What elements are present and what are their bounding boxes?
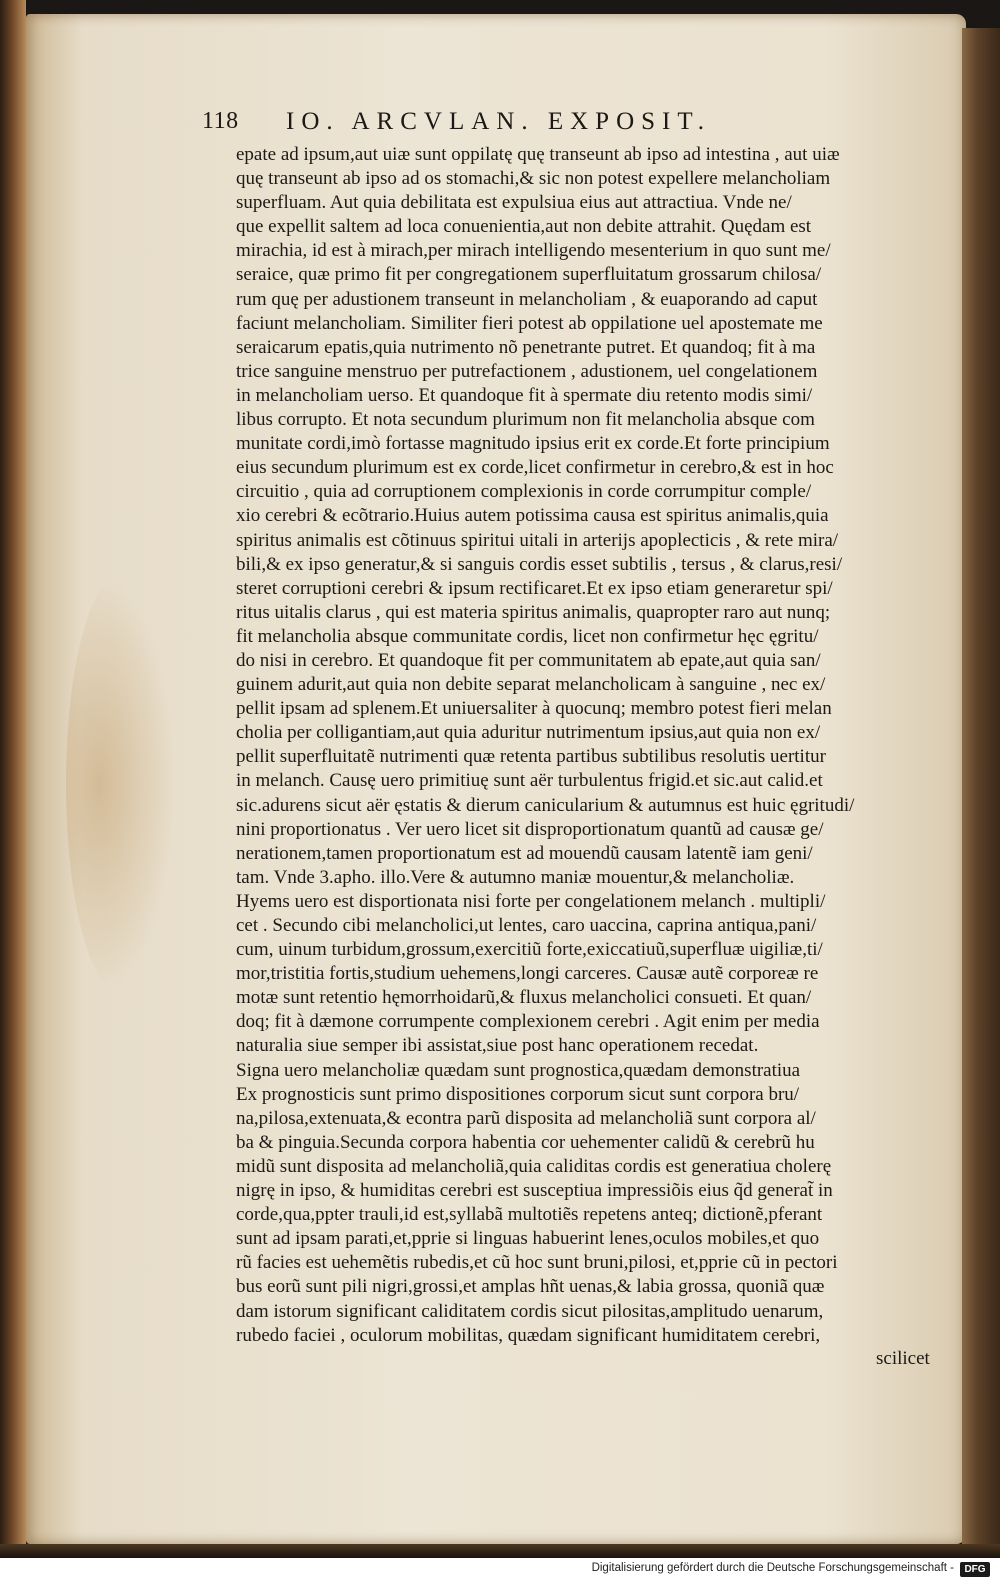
- text-line: sunt ad ipsam parati,et,pprie si linguas habuerint lenes,oculos mobiles,et quo: [236, 1228, 820, 1250]
- text-line: libus corrupto. Et nota secundum plurimum non fit melancholia absque com: [236, 409, 815, 431]
- book-fore-edge: [962, 28, 1000, 1548]
- text-line: corde,qua,ppter trauli,id est,syllabã multotiẽs repetens anteq; dictionẽ,pferant: [236, 1204, 823, 1226]
- body-text: [236, 143, 940, 1348]
- text-line: circuitio , quia ad corruptionem complexionis in corde corrumpitur comple/: [236, 481, 812, 503]
- text-line: ritus uitalis clarus , qui est materia spiritus animalis, quapropter raro aut nunq;: [236, 601, 831, 623]
- text-line: xio cerebri & ecõtrario.Huius autem potissima causa est spiritus animalis,quia: [236, 505, 829, 527]
- text-line: nini proportionatus . Ver uero licet sit disproportionatum quantũ ad causæ ge/: [236, 818, 824, 840]
- text-line: doq; fit à dæmone corrumpente complexionem cerebri . Agit enim per media: [236, 1011, 820, 1033]
- text-line: bus eorũ sunt pili nigri,grossi,et amplas hñt uenas,& labia grossa, quoniã quæ: [236, 1276, 825, 1298]
- text-line: trice sanguine menstruo per putrefactionem , adustionem, uel congelationem: [236, 360, 818, 382]
- running-head: IO. ARCVLAN. EXPOSIT.: [286, 108, 712, 135]
- text-line: rũ facies est uehemẽtis rubedis,et cũ hoc sunt bruni,pilosi, et,pprie cũ in pectori: [236, 1252, 838, 1274]
- water-stain: [66, 574, 176, 994]
- text-line: guinem adurit,aut quia non debite separat melancholicam à sanguine , nec ex/: [236, 674, 826, 696]
- catchword: scilicet: [876, 1348, 930, 1369]
- text-line: cet . Secundo cibi melancholici,ut lentes, caro uaccina, caprina antiqua,pani/: [236, 915, 817, 936]
- text-line: do nisi in cerebro. Et quandoque fit per communitatem ab epate,aut quia san/: [236, 649, 821, 671]
- text-line: Signa uero melancholiæ quædam sunt prognostica,quædam demonstratiua: [236, 1059, 801, 1081]
- text-line: fit melancholia absque communitate cordis, licet non confirmetur hęc ęgritu/: [236, 625, 819, 647]
- text-line: steret corruptioni cerebri & ipsum rectificaret.Et ex ipso etiam generaretur spi/: [236, 577, 833, 599]
- text-line: faciunt melancholiam. Similiter fieri potest ab oppilatione uel apostemate me: [236, 312, 823, 334]
- text-line: rubedo faciei , oculorum mobilitas, quædam significant humiditatem cerebri,: [236, 1324, 821, 1346]
- text-line: epate ad ipsum,aut uiæ sunt oppilatę quę transeunt ab ipso ad intestina , aut uiæ: [236, 144, 840, 165]
- text-line: sic.adurens sicut aër ęstatis & dierum canicularium & autumnus est huic ęgritudi/: [236, 794, 855, 816]
- text-line: naturalia siue semper ibi assistat,siue post hanc operationem recedat.: [236, 1035, 759, 1057]
- book-spine-edge: [0, 0, 26, 1556]
- text-line: motæ sunt retentio hęmorrhoidarũ,& fluxus melancholici consueti. Et quan/: [236, 987, 812, 1009]
- text-line: seraicarum epatis,quia nutrimento nõ penetrante putret. Et quandoq; fit à ma: [236, 336, 816, 358]
- text-line: mirachia, id est à mirach,per mirach intelligendo mesenterium in quo sunt me/: [236, 240, 831, 262]
- page-number: 118: [202, 108, 239, 134]
- book-bottom-edge: [0, 1544, 1000, 1558]
- text-line: munitate cordi,imò fortasse magnitudo ipsius erit ex corde.Et forte principium: [236, 433, 830, 455]
- text-line: ba & pinguia.Secunda corpora habentia cor uehementer calidũ & cerebrũ hu: [236, 1131, 815, 1153]
- text-line: cum, uinum turbidum,grossum,exercitiũ forte,exiccatiuũ,superfluæ uigiliæ,ti/: [236, 939, 823, 961]
- text-line: pellit ipsam ad splenem.Et uniuersaliter à quocunq; membro potest fieri melan: [236, 698, 832, 720]
- text-line: cholia per colligantiam,aut quia aduritur nutrimentum ipsius,aut quia non ex/: [236, 722, 821, 744]
- text-line: nigrę in ipso, & humiditas cerebri est susceptiua impressiõis eius q̃d generat̃ in: [236, 1180, 833, 1202]
- text-line: bili,& ex ipso generatur,& si sanguis cordis esset subtilis , tersus , & clarus,resi/: [236, 553, 843, 575]
- text-line: tam. Vnde 3.apho. illo.Vere & autumno maniæ mouentur,& melancholiæ.: [236, 866, 795, 888]
- text-line: in melancholiam uerso. Et quandoque fit à spermate diu retento modis simi/: [236, 384, 813, 406]
- text-line: dam istorum significant caliditatem cordis sicut pilositas,amplitudo uenarum,: [236, 1300, 824, 1322]
- text-line: rum quę per adustionem transeunt in melancholiam , & euaporando ad caput: [236, 288, 818, 310]
- text-line: eius secundum plurimum est ex corde,licet confirmetur in cerebro,& est in hoc: [236, 457, 834, 479]
- text-line: Ex prognosticis sunt primo dispositiones corporum sicut sunt corpora bru/: [236, 1083, 800, 1105]
- text-line: mor,tristitia fortis,studium uehemens,longi carceres. Causæ autẽ corporeæ re: [236, 963, 819, 985]
- text-line: pellit superfluitatẽ nutrimenti quæ retenta partibus subtilibus resolutis uertitur: [236, 746, 826, 768]
- text-line: midũ sunt disposita ad melancholiã,quia caliditas cordis est generatiua cholerę: [236, 1155, 832, 1177]
- text-line: seraice, quæ primo fit per congregationem superfluitatum grossarum chilosa/: [236, 264, 822, 286]
- dfg-logo-icon: DFG: [960, 1562, 990, 1577]
- text-line: quę transeunt ab ipso ad os stomachi,& sic non potest expellere melancholiam: [236, 168, 831, 190]
- text-line: in melanch. Causę uero primitiuę sunt aër turbulentus frigid.et sic.aut calid.et: [236, 770, 823, 792]
- text-line: nerationem,tamen proportionatum est ad mouendũ causam latentẽ iam geni/: [236, 842, 813, 864]
- text-line: que expellit saltem ad loca conuenientia,aut non debite attrahit. Quędam est: [236, 216, 812, 238]
- text-line: na,pilosa,extenuata,& econtra parũ disposita ad melancholiã sunt corpora al/: [236, 1107, 816, 1129]
- text-line: spiritus animalis est cõtinuus spiritui uitali in arterijs apoplecticis , & rete mira/: [236, 529, 839, 551]
- funding-notice: Digitalisierung gefördert durch die Deutsche Forschungsgemeinschaft -: [591, 1562, 954, 1574]
- footer-bar: [0, 1558, 1000, 1582]
- page-header: [202, 108, 942, 138]
- text-line: superfluam. Aut quia debilitata est expulsiua eius aut attractiua. Vnde ne/: [236, 192, 792, 214]
- text-line: Hyems uero est disportionata nisi forte per congelationem melanch . multipli/: [236, 890, 826, 912]
